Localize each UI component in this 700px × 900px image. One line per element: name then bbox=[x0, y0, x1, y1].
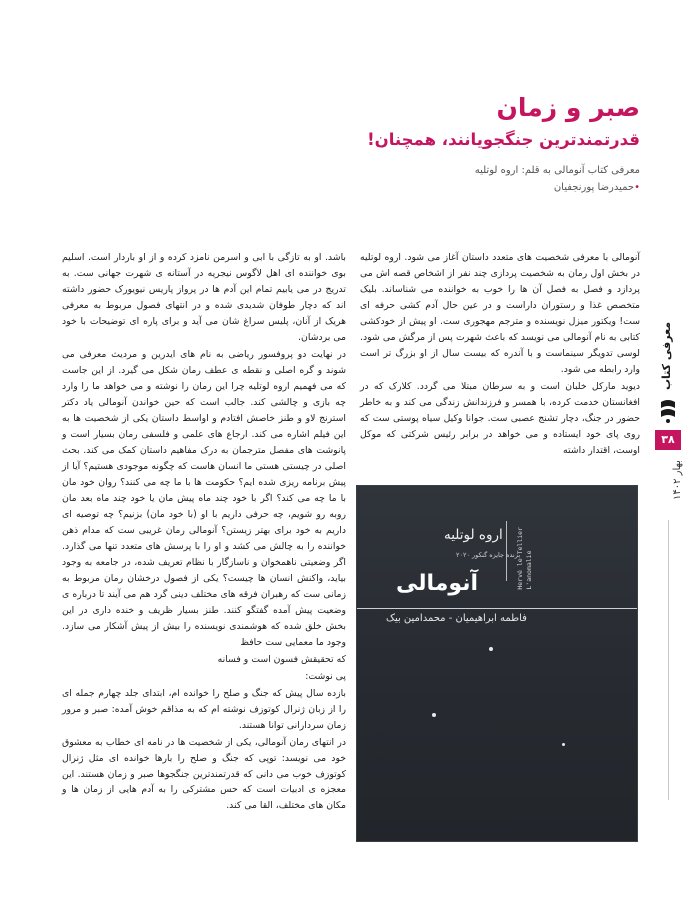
paragraph: بازده سال پیش که جنگ و صلح را خوانده ام، ابتدای جلد چهارم جمله ای را از زبان ژنرال کوتوزف نوشته ام که به مذاقم خوش آمده: صبر و مرور زمان سردارانی توانا هستند. bbox=[62, 687, 346, 731]
cover-prize: برنده جایزه گنکور ۲۰۲۰ bbox=[456, 551, 521, 559]
body-column-right bbox=[360, 250, 640, 460]
author-line bbox=[345, 179, 640, 197]
section-label: معرفی کتاب bbox=[660, 321, 673, 390]
cover-translators: فاطمه ابراهیمیان - محمدامین بیک bbox=[386, 613, 527, 624]
paragraph: پی نوشت: bbox=[305, 670, 346, 682]
author-name: حمیدرضا پورنجفیان bbox=[553, 182, 635, 194]
byline bbox=[345, 162, 640, 197]
issue-label: بهار ۱۴۰۲ bbox=[672, 460, 683, 500]
cover-author-fr-text: Hervé le Tellier bbox=[516, 527, 524, 590]
body-column-left bbox=[62, 250, 346, 815]
paragraph: آنومالی با معرفی شخصیت های متعدد داستان آغاز می شود. اروه لوتلیه در بخش اول رمان به شخصیت پردازی چند نفر از اشخاص قصه اش می پردازد و فصل به فصل آن ها را خوب به خواننده می شناساند. بلیک متخصص غذا و رستوران داراست و در عین حال آدم کشی حرفه ای ست! ویکتور میزل نویسنده و مترجم مهجوری ست. او پیش از خودکشی کتابی به نام آنومالی می نویسد که باعث شهرت پس از مرگش می شود. لوسی تدویگر سینماست و با آندره که بیست سال از او بزرگ تر است وارد رابطه می شود. bbox=[360, 252, 640, 375]
paragraph: در انتهای رمان آنومالی، یکی از شخصیت ها در نامه ای خطاب به معشوق خود می نویسد: توپی که جنگ و صلح را بارها خوانده ای مثل ژنرال کوتوزف خوب می دانی که قدرتمندترین جنگجوها صبر و زمان هستند. این معجزه ی ادبیات است که حس مشترکی را به آدم هایی از زمان ها و مکان های مختلف، القا می کند. bbox=[62, 736, 346, 812]
magazine-logo-icon bbox=[657, 398, 679, 424]
intro-line: معرفی کتاب آنومالی به قلم: اروه لوتلیه bbox=[474, 164, 640, 176]
book-cover bbox=[356, 485, 638, 842]
cover-title-fr: L'anomalie bbox=[525, 550, 534, 590]
page-number: ۳۸ bbox=[655, 430, 681, 450]
paragraph: دیوید مارکل خلبان است و به سرطان مبتلا می گردد. کلارک که در افغانستان خدمت کرده، با همسر و فرزندانش زندگی می کند و به خاطر حضور در جنگ، دچار تشنج عصبی ست. جوانا وکیل سیاه پوستی ست که روی پای خود ایستاده و می خواهد در برابر رئیس شرکتی که موکل اوست، اقتدار داشته bbox=[360, 380, 640, 456]
paragraph: در نهایت دو پروفسور ریاضی به نام های ایدرین و مردیث معرفی می شوند و گره اصلی و نقطه ی عطف رمان شکل می گیرد. از این جاست که می فهمیم اروه لوتلیه چرا این رمان را نوشته و می خواهد ما را وارد چه بازی و چالشی کند. جالب است که حین خواندن آنومالی یاد دکتر استرنج لاو و طنز خاصش افتادم و اواسط داستان یکی از شخصیت ها به این فیلم اشاره می کند. ارجاع های علمی و فلسفی رمان بسیار است و پانوشت های مفصل مترجمان به درک مفاهیم داستان کمک می کند. بحث اصلی در چیستی هستی ما انسان هاست که چگونه موجودی هستیم؟ آیا از پیش برنامه ریزی شده ایم؟ حکومت ها با ما چه می کنند؟ روان خود مان با ما چه می کند؟ اگر با خود چند ماه پیش مان یا خود چند ماه بعد مان روبه رو شویم، چه حرفی داریم با او (با خود مان) بزنیم؟ چه توصیه ای داریم به خود برای بهتر زیستن؟ آنومالی رمان غریبی ست که مدام ذهن خواننده را به چالش می کشد و او را با پرسش های متعدد تنها می گذارد. اگر وضعیتی ناهمخوان و ناسازگار با نظام تعریف شده، در جامعه به وجود بیاید، واکنش انسان ها چیست؟ یکی از فصول درخشان رمان مربوط به زمانی ست که رهبران فرقه های مختلف دینی گرد هم می آیند تا درباره ی وضعیت پیش آمده گفتگو کنند. طنز بسیار ظریف و خنده داری در این بخش خلق شده که هوشمندی نویسنده را بیش از پیش آشکار می سازد. وجود ما معمایی ست حافظ bbox=[62, 348, 346, 648]
article-header bbox=[345, 92, 640, 197]
paragraph: باشد. او به تازگی با ابی و اسرمن نامزد کرده و از او باردار است. اسلیم بوی خواننده ای اهل لاگوس نیجریه در آستانه ی شهرت جهانی ست. به تدریج در می یابیم تمام این آدم ها در پرواز پاریس نیویورک حضور داشته اند که دچار طوفان شدیدی شده و در انتهای فصول مربوط به معرفی هریک از آنان، پلیس سراغ شان می آید و برای پاره ای توضیحات با خود می بردشان. bbox=[62, 252, 346, 343]
article-title: صبر و زمان bbox=[496, 93, 640, 122]
paragraph: که تحقیقش فسون است و فسانه bbox=[217, 653, 346, 665]
bullet-icon: • bbox=[634, 182, 640, 194]
side-rule bbox=[668, 520, 669, 800]
cover-title-fa: آنومالی bbox=[396, 571, 478, 596]
cover-author-fa: اروه لوتلیه bbox=[444, 527, 503, 543]
cover-border bbox=[356, 485, 638, 842]
article-subtitle: قدرتمندترین جنگجویانند، همچنان! bbox=[367, 129, 640, 149]
